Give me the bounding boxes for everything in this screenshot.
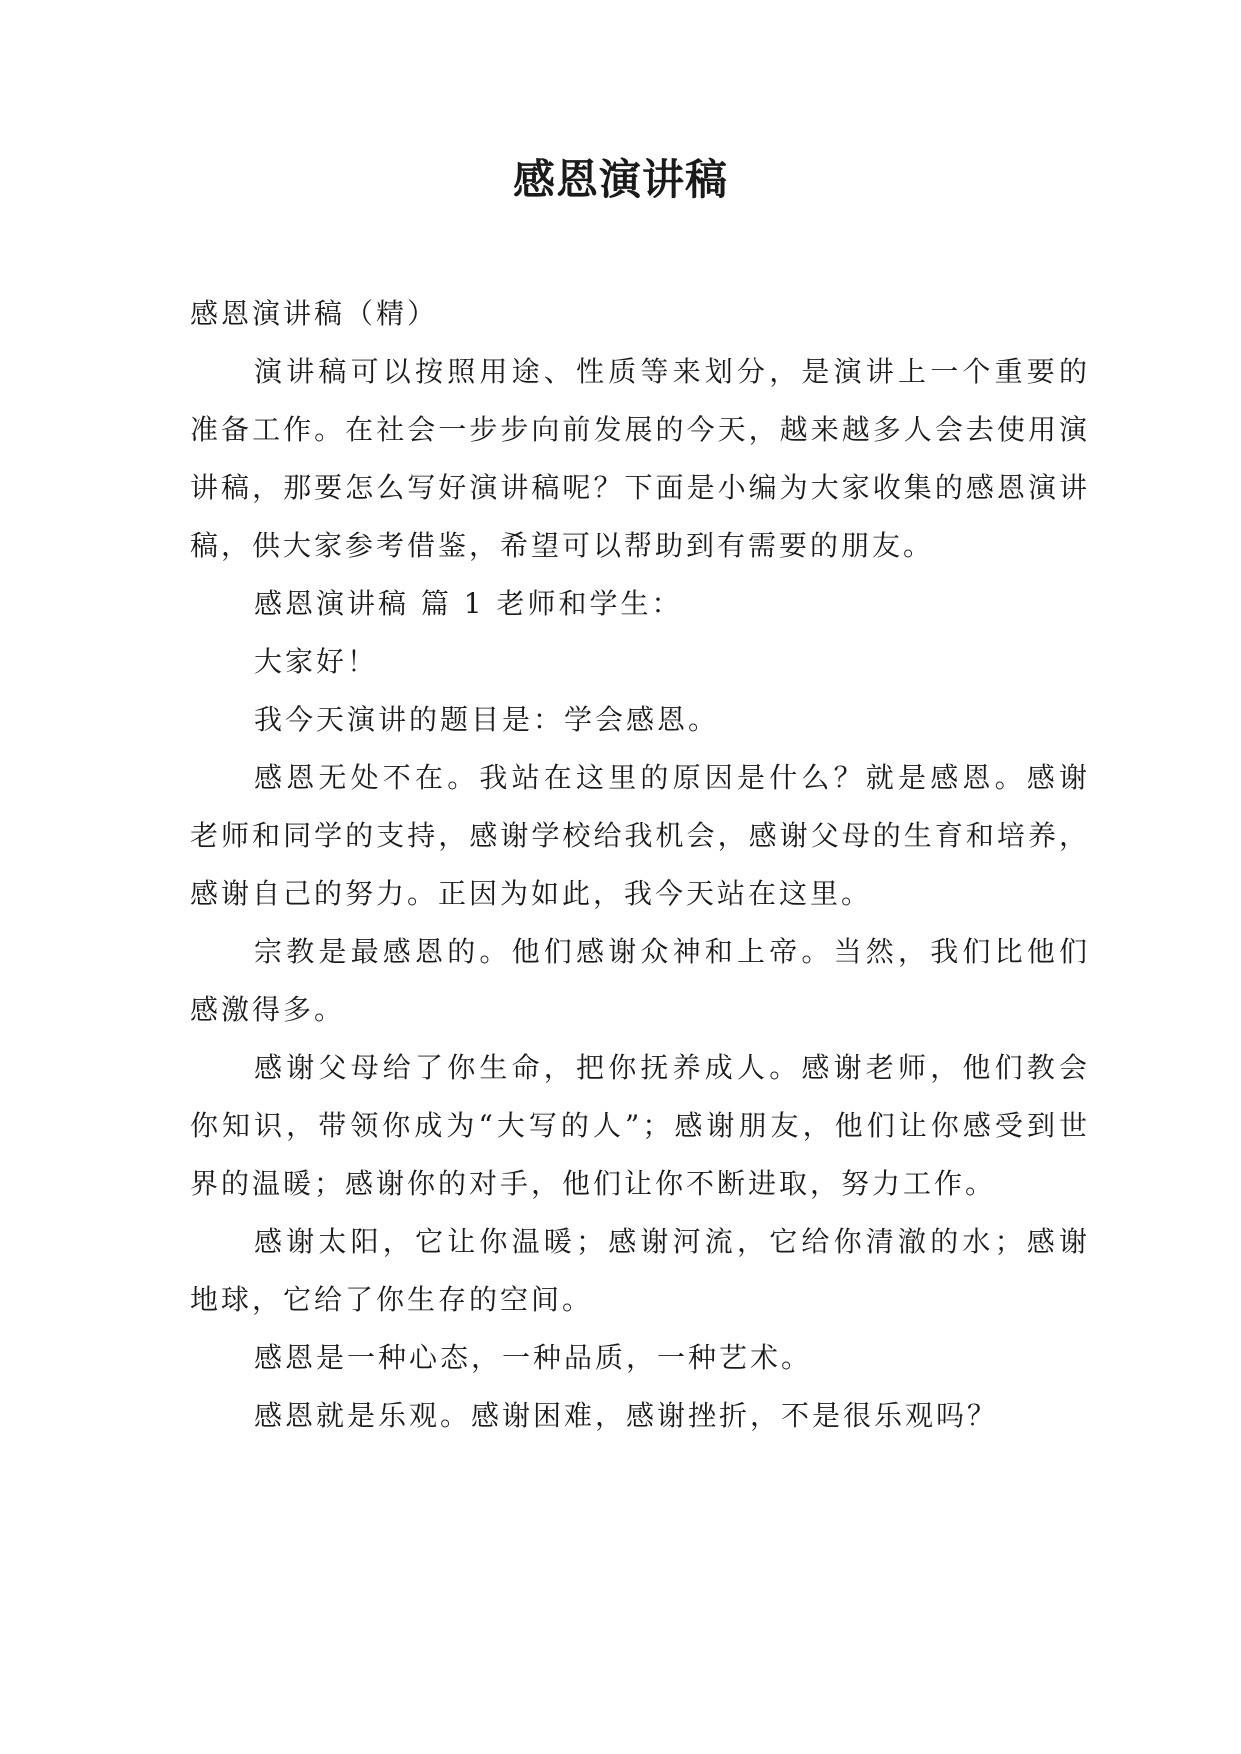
paragraph-topic: 我今天演讲的题目是：学会感恩。 bbox=[254, 703, 720, 736]
paragraph-optimism: 感恩就是乐观。感谢困难，感谢挫折，不是很乐观吗？ bbox=[254, 1399, 999, 1432]
paragraph-thank-nature: 感谢太阳，它让你温暖；感谢河流，它给你清澈的水；感谢地球，它给了你生存的空间。 bbox=[190, 1225, 1090, 1316]
paragraph-thank-people: 感谢父母给了你生命，把你抚养成人。感谢老师，他们教会你知识，带领你成为“大写的人”；感谢朋友，他们让你感受到世界的温暖；感谢你的对手，他们让你不断进取，努力工作。 bbox=[190, 1051, 1090, 1200]
document-body bbox=[190, 285, 1090, 1445]
paragraph-religion: 宗教是最感恩的。他们感谢众神和上帝。当然，我们比他们感激得多。 bbox=[190, 935, 1090, 1026]
paragraph-mindset: 感恩是一种心态，一种品质，一种艺术。 bbox=[254, 1341, 813, 1374]
paragraph-intro: 演讲稿可以按照用途、性质等来划分，是演讲上一个重要的准备工作。在社会一步步向前发展的今天，越来越多人会去使用演讲稿，那要怎么写好演讲稿呢？下面是小编为大家收集的感恩演讲稿，供大家参考借鉴，希望可以帮助到有需要的朋友。 bbox=[190, 355, 1090, 562]
paragraph-greeting: 大家好！ bbox=[254, 645, 379, 678]
paragraph-section-heading: 感恩演讲稿 篇 1 老师和学生： bbox=[254, 587, 683, 620]
document-title: 感恩演讲稿 bbox=[512, 155, 728, 204]
document-subtitle: 感恩演讲稿（精） bbox=[190, 297, 439, 330]
paragraph-gratitude-everywhere: 感恩无处不在。我站在这里的原因是什么？就是感恩。感谢老师和同学的支持，感谢学校给我机会，感谢父母的生育和培养，感谢自己的努力。正因为如此，我今天站在这里。 bbox=[190, 761, 1090, 910]
